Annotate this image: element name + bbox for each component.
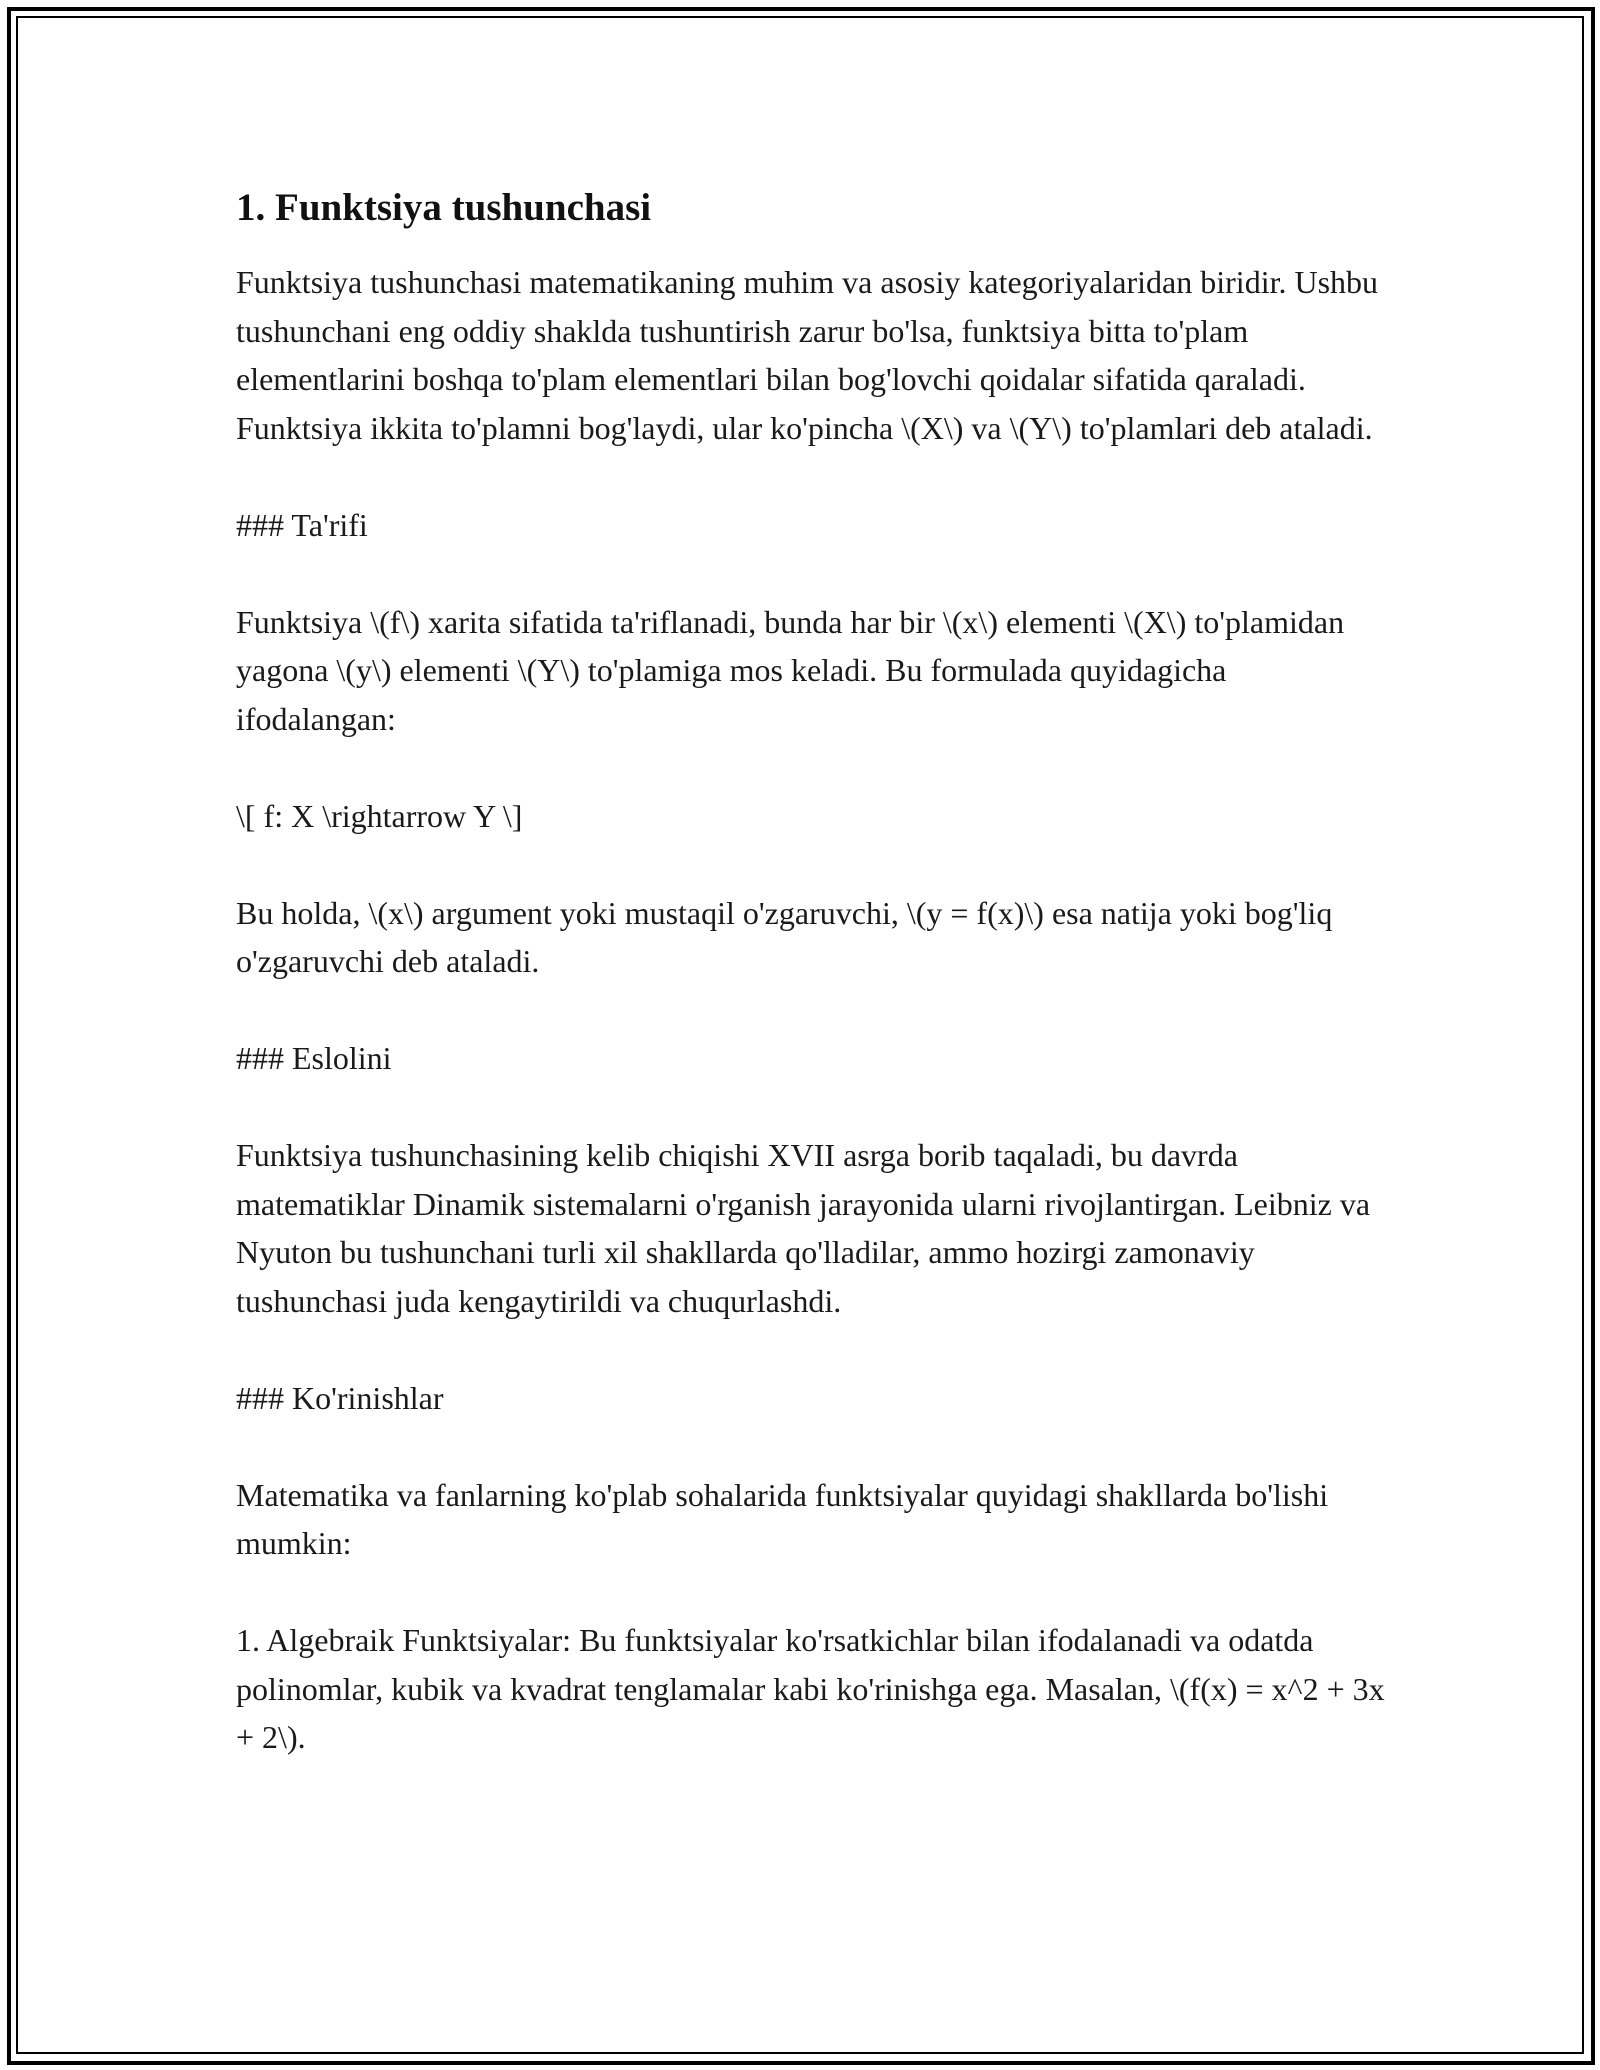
document-body bbox=[236, 184, 1386, 1810]
intro-paragraph: Funktsiya tushunchasi matematikaning muhim va asosiy kategoriyalaridan biridir. Ushbu tushunchani eng oddiy shaklda tushuntirish zarur bo'lsa, funktsiya bitta to'plam elementlarini boshqa to'plam elementlari bilan bog'lovchi qoidalar sifatida qaraladi. Funktsiya ikkita to'plamni bog'laydi, ular ko'pincha \(X\) va \(Y\) to'plamlari deb ataladi. bbox=[236, 264, 1379, 446]
argument-paragraph: Bu holda, \(x\) argument yoki mustaqil o'zgaruvchi, \(y = f(x)\) esa natija yoki bog'liq o'zgaruvchi deb ataladi. bbox=[236, 894, 1333, 979]
definition-paragraph: Funktsiya \(f\) xarita sifatida ta'riflanadi, bunda har bir \(x\) elementi \(X\) to'plamidan yagona \(y\) elementi \(Y\) to'plamiga mos keladi. Bu formulada quyidagicha ifodalangan: bbox=[236, 603, 1345, 737]
formula-line: \[ f: X \rightarrow Y \] bbox=[236, 797, 523, 834]
subheading-tarifi: ### Ta'rifi bbox=[236, 506, 368, 543]
subheading-korinishlar: ### Ko'rinishlar bbox=[236, 1379, 444, 1416]
history-paragraph: Funktsiya tushunchasining kelib chiqishi XVII asrga borib taqaladi, bu davrda matematiklar Dinamik sistemalarni o'rganish jarayonida ularni rivojlantirgan. Leibniz va Nyuton bu tushunchani turli xil shakllarda qo'lladilar, ammo hozirgi zamonaviy tushunchasi juda kengaytirildi va chuqurlashdi. bbox=[236, 1137, 1371, 1319]
section-title: 1. Funktsiya tushunchasi bbox=[236, 186, 652, 229]
list-item-algebraic: 1. Algebraik Funktsiyalar: Bu funktsiyalar ko'rsatkichlar bilan ifodalanadi va odatda polinomlar, kubik va kvadrat tenglamalar kabi ko'rinishga ega. Masalan, \(f(x) = x^2 + 3x + 2\). bbox=[236, 1622, 1385, 1755]
subheading-eslolini: ### Eslolini bbox=[236, 1040, 392, 1076]
forms-paragraph: Matematika va fanlarning ko'plab sohalarida funktsiyalar quyidagi shakllarda bo'lishi mumkin: bbox=[236, 1476, 1329, 1561]
